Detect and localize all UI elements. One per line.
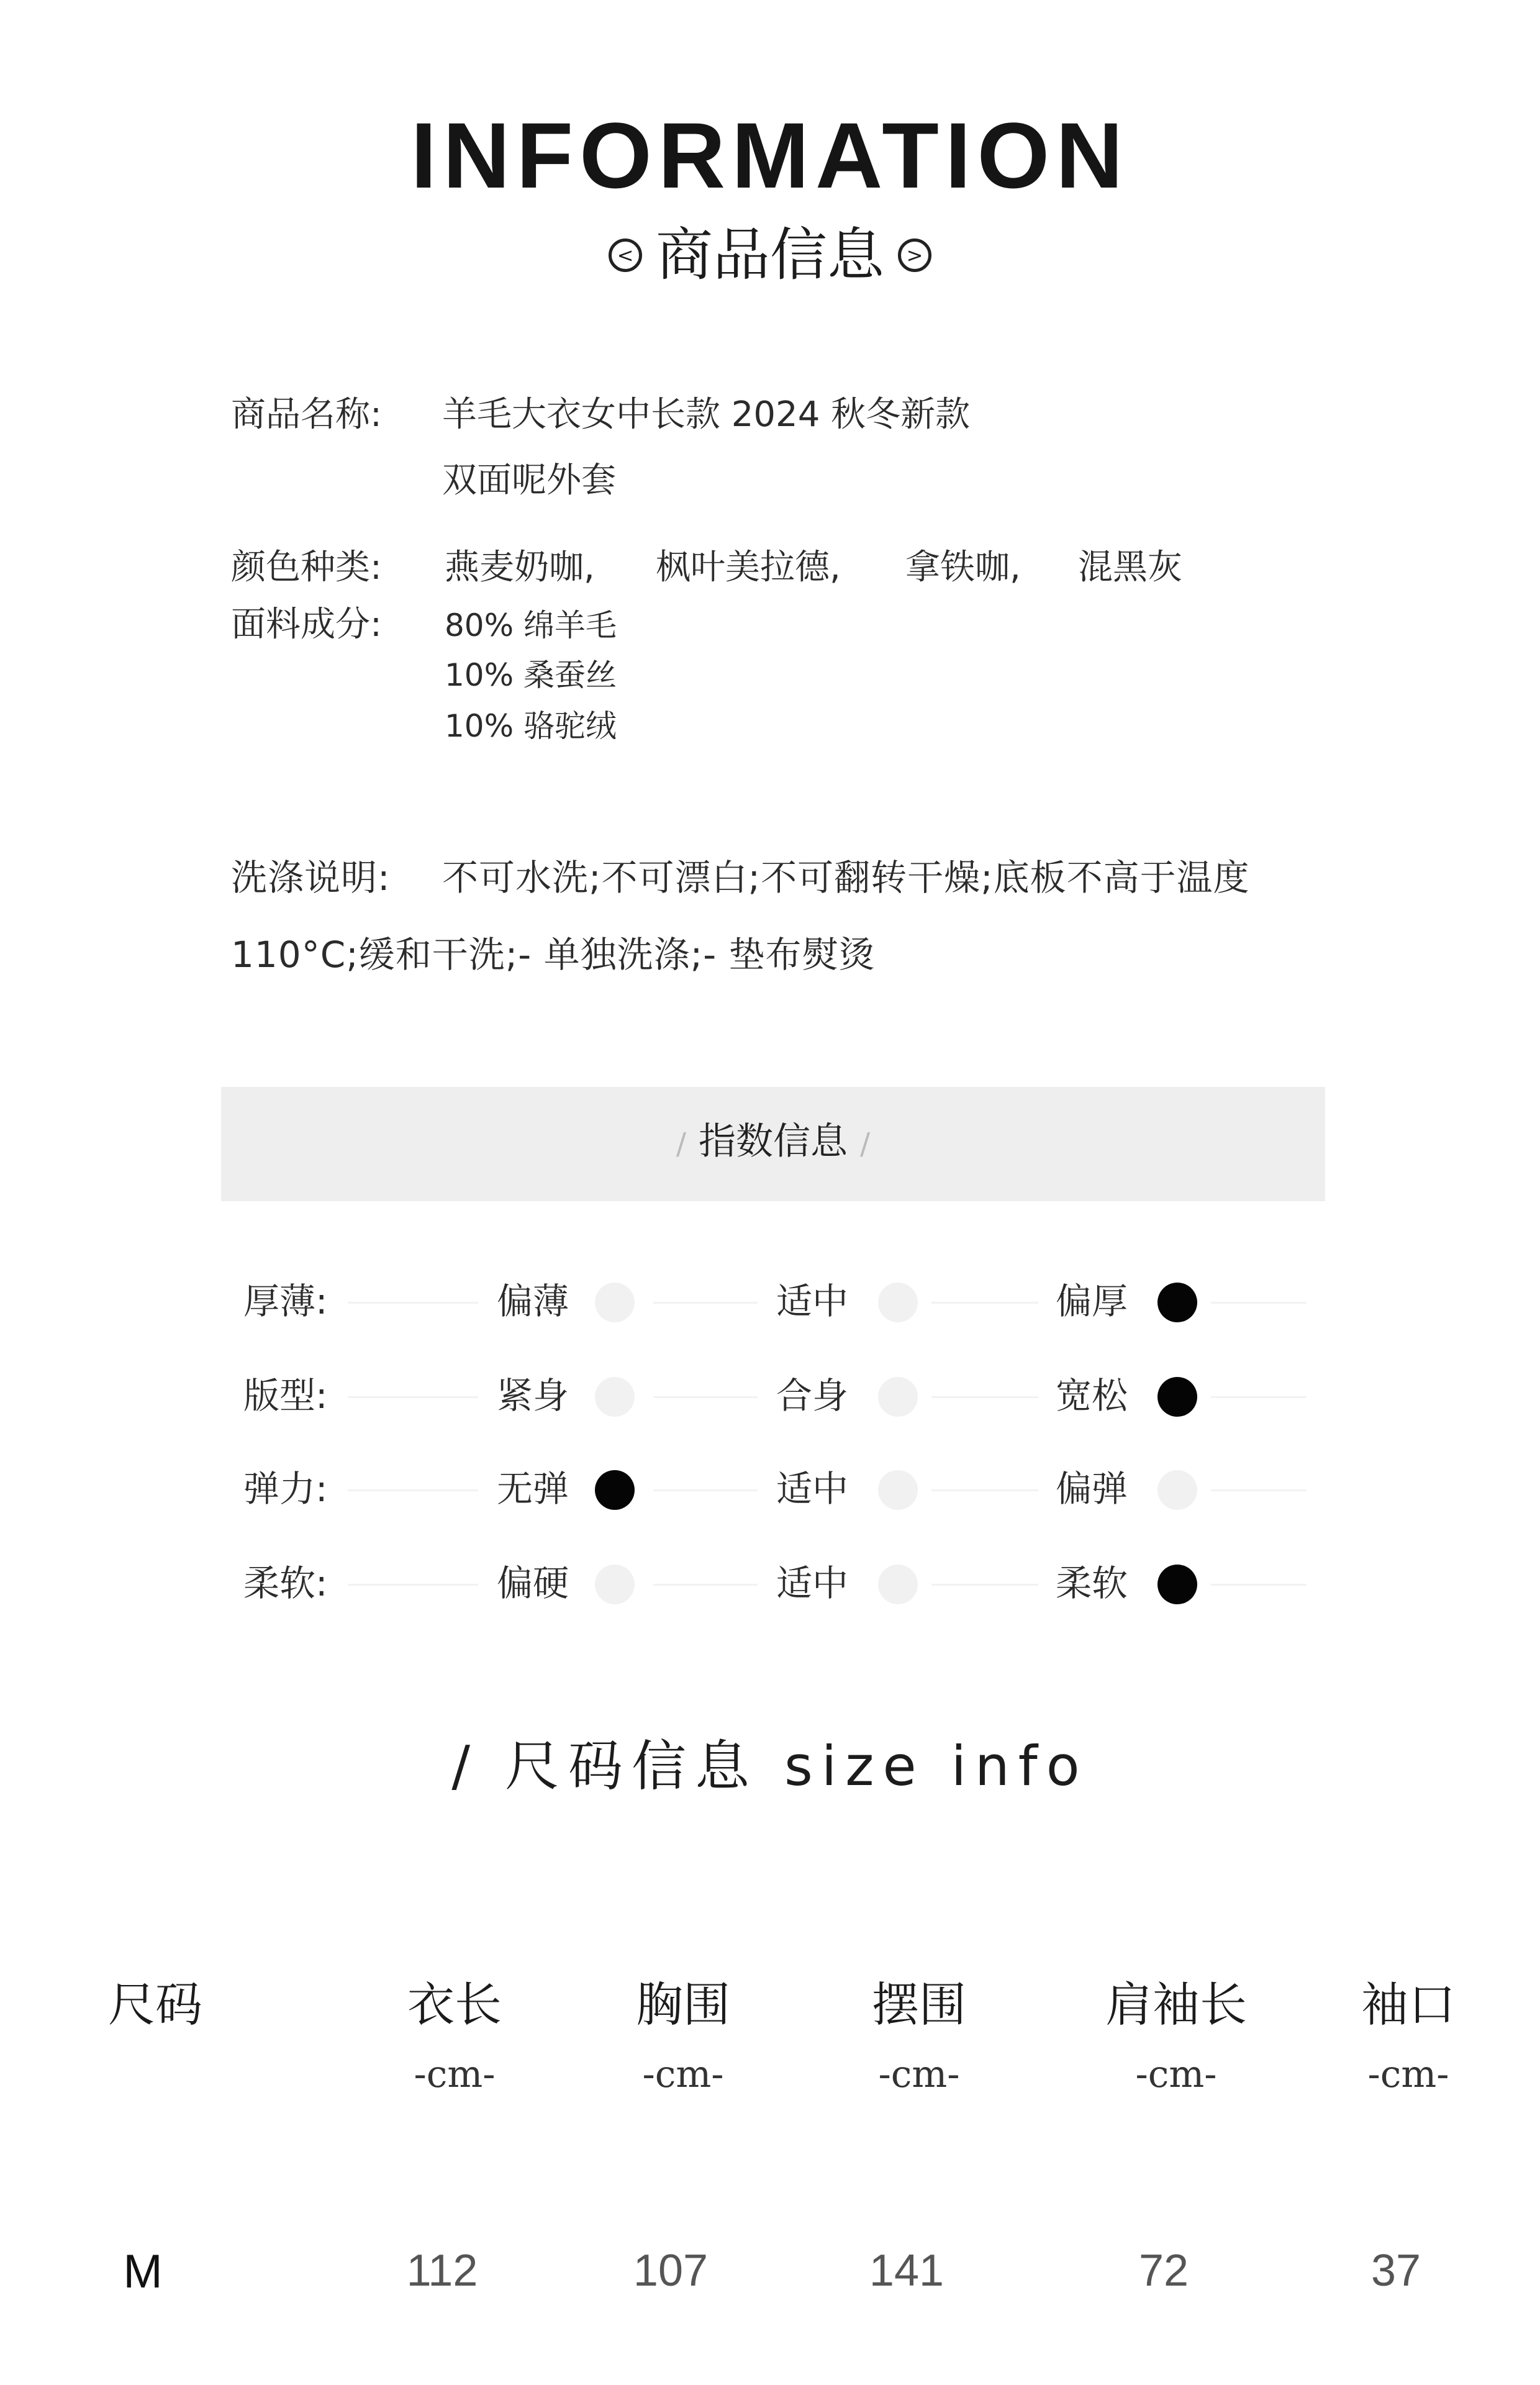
- size-column-header: 胸围: [636, 1977, 730, 2032]
- rating-dot: [878, 1470, 918, 1510]
- size-unit-label: -cm-: [414, 2053, 496, 2096]
- size-section-title: / 尺码信息 size info: [451, 1734, 1089, 1798]
- wash-line2: 110°C;缓和干洗;- 单独洗涤;- 垫布熨烫: [231, 934, 876, 976]
- rating-divider-line: [1211, 1302, 1307, 1304]
- size-unit-label: -cm-: [642, 2053, 724, 2096]
- fabric-label: 面料成分:: [231, 604, 382, 645]
- size-cell: 112: [406, 2246, 478, 2296]
- rating-dot: [595, 1377, 635, 1417]
- rating-divider-line: [931, 1584, 1038, 1586]
- name-value-line2: 双面呢外套: [442, 460, 616, 501]
- rating-divider-line: [653, 1584, 758, 1586]
- rating-row-label: 厚薄:: [243, 1280, 328, 1322]
- size-cell: 107: [633, 2246, 709, 2296]
- size-column-header: 摆围: [872, 1977, 966, 2032]
- rating-divider-line: [1211, 1489, 1307, 1491]
- wash-line1: 不可水洗;不可漂白;不可翻转干燥;底板不高于温度: [442, 856, 1250, 899]
- rating-dot: [1157, 1470, 1197, 1510]
- color-item: 混黑灰: [1078, 547, 1182, 588]
- fabric-item: 10% 桑蚕丝: [445, 657, 617, 693]
- rating-divider-line: [348, 1396, 478, 1398]
- color-item: 拿铁咖,: [905, 547, 1021, 588]
- color-item: 枫叶美拉德,: [656, 547, 841, 588]
- rating-divider-line: [348, 1584, 478, 1586]
- rating-row-label: 弹力:: [243, 1468, 328, 1510]
- size-unit-label: -cm-: [878, 2053, 960, 2096]
- color-item: 燕麦奶咖,: [445, 547, 595, 588]
- color-label: 颜色种类:: [231, 547, 382, 588]
- index-title: 指数信息: [699, 1120, 848, 1163]
- rating-option-label: 适中: [776, 1280, 849, 1322]
- rating-option-label: 紧身: [497, 1374, 569, 1417]
- size-cell: 141: [869, 2246, 944, 2296]
- rating-divider-line: [931, 1396, 1038, 1398]
- page-subtitle: [0, 222, 1540, 288]
- rating-dot-selected: [1157, 1283, 1197, 1322]
- page-title: INFORMATION: [410, 103, 1130, 207]
- size-cell: 37: [1370, 2246, 1421, 2296]
- size-column-header: 尺码: [108, 1977, 202, 2032]
- rating-dot-selected: [1157, 1377, 1197, 1417]
- chevron-left-icon: <: [609, 238, 642, 272]
- size-unit-label: -cm-: [1135, 2053, 1217, 2096]
- name-value-line1: 羊毛大衣女中长款 2024 秋冬新款: [442, 394, 971, 435]
- size-cell: 72: [1138, 2246, 1189, 2296]
- rating-option-label: 偏硬: [497, 1562, 569, 1604]
- rating-dot: [595, 1283, 635, 1322]
- size-column-header: 肩袖长: [1105, 1977, 1247, 2032]
- rating-option-label: 偏厚: [1056, 1280, 1128, 1322]
- rating-dot-selected: [595, 1470, 635, 1510]
- subtitle-text: 商品信息: [655, 222, 884, 288]
- slash-left: /: [676, 1127, 686, 1161]
- index-section-header: [221, 1087, 1325, 1201]
- rating-dot: [595, 1565, 635, 1604]
- size-column-header: 袖口: [1361, 1977, 1456, 2032]
- rating-divider-line: [348, 1489, 478, 1491]
- fabric-item: 80% 绵羊毛: [445, 607, 617, 643]
- rating-option-label: 宽松: [1056, 1374, 1128, 1417]
- rating-option-label: 适中: [776, 1468, 849, 1510]
- size-row-label: M: [123, 2245, 163, 2298]
- rating-divider-line: [348, 1302, 478, 1304]
- size-unit-label: -cm-: [1367, 2053, 1449, 2096]
- rating-row-label: 版型:: [243, 1374, 328, 1417]
- slash-right: /: [860, 1127, 871, 1161]
- rating-divider-line: [1211, 1584, 1307, 1586]
- rating-option-label: 偏弹: [1056, 1468, 1128, 1510]
- rating-option-label: 偏薄: [497, 1280, 569, 1322]
- rating-divider-line: [653, 1302, 758, 1304]
- rating-divider-line: [931, 1302, 1038, 1304]
- rating-row-label: 柔软:: [243, 1562, 328, 1604]
- rating-divider-line: [931, 1489, 1038, 1491]
- rating-dot: [878, 1565, 918, 1604]
- wash-label: 洗涤说明:: [231, 856, 391, 899]
- rating-option-label: 合身: [776, 1374, 849, 1417]
- rating-divider-line: [1211, 1396, 1307, 1398]
- fabric-item: 10% 骆驼绒: [445, 708, 617, 744]
- rating-divider-line: [653, 1396, 758, 1398]
- rating-divider-line: [653, 1489, 758, 1491]
- rating-dot: [878, 1377, 918, 1417]
- size-column-header: 衣长: [407, 1977, 502, 2032]
- rating-dot: [878, 1283, 918, 1322]
- chevron-right-icon: >: [898, 238, 931, 272]
- name-label: 商品名称:: [231, 394, 382, 435]
- rating-option-label: 柔软: [1056, 1562, 1128, 1604]
- rating-option-label: 适中: [776, 1562, 849, 1604]
- rating-option-label: 无弹: [497, 1468, 569, 1510]
- rating-dot-selected: [1157, 1565, 1197, 1604]
